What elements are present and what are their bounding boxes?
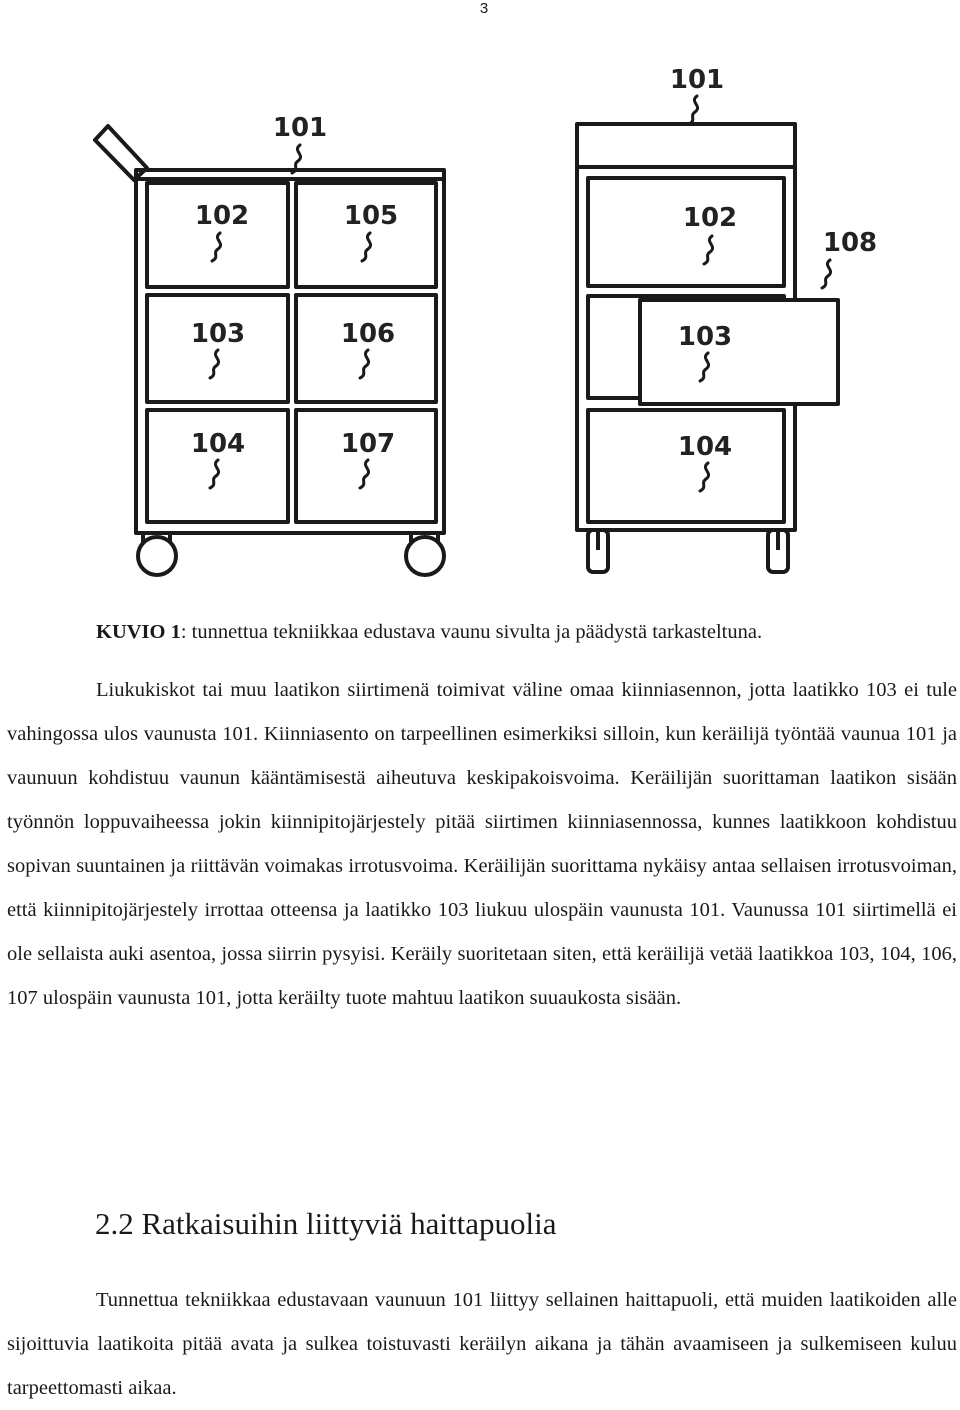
caster-right	[768, 530, 788, 572]
section-heading: 2.2 Ratkaisuihin liittyviä haittapuolia	[95, 1206, 557, 1241]
caption-text: : tunnettua tekniikkaa edustava vaunu sivulta ja päädystä tarkasteltuna.	[180, 621, 763, 643]
wheel-left	[138, 533, 176, 575]
label-102-end: 102	[682, 203, 738, 233]
cart-diagram	[0, 0, 960, 600]
label-104-side: 104	[190, 429, 246, 459]
label-103-side: 103	[190, 319, 246, 349]
page-number: 3	[479, 0, 489, 17]
label-107: 107	[340, 429, 396, 459]
figure-cart-drawings	[0, 0, 960, 600]
label-104-end: 104	[677, 432, 733, 462]
figure-caption	[96, 617, 956, 647]
body-paragraph-2: Tunnettua tekniikkaa edustavaan vaunuun 101 liittyy sellainen haittapuoli, että muiden laatikoiden alle sijoittuvia laatikoita pitää avata ja sulkea toistuvasti keräilyn aikana ja tähän avaamiseen ja sulkemiseen kuluu tarpeettomasti aikaa.	[7, 1289, 957, 1399]
drawer-104-end	[588, 410, 784, 522]
drawer-103-end-pulled	[640, 300, 838, 404]
label-101-side: 101	[272, 113, 328, 143]
drawer-105	[296, 183, 436, 287]
label-108: 108	[822, 228, 878, 258]
caster-left	[588, 530, 608, 572]
label-105: 105	[343, 201, 399, 231]
label-106: 106	[340, 319, 396, 349]
cart-top-box	[577, 124, 795, 167]
label-103-end: 103	[677, 322, 733, 352]
label-102-side: 102	[194, 201, 250, 231]
side-view-cart	[95, 126, 444, 575]
body-paragraph-1: Liukukiskot tai muu laatikon siirtimenä toimivat väline omaa kiinniasennon, jotta laatikko 103 ei tule vahingossa ulos vaunusta 101. Kiinniasento on tarpeellinen esimerkiksi silloin, kun keräilijä työntää vaunua 101 ja vaunuun kohdistuu vaunun kääntämisestä aiheutuva keskipakoisvoima. Keräilijän suorittaman laatikon sisään työnnön loppuvaiheessa jokin kiinnipitojärjestely pitää siirtimen kiinniasennossa, kunnes laatikkoon kohdistuu sopivan suuntainen ja riittävän voimakas irrotusvoima. Keräilijän suorittama nykäisy antaa sellaisen irrotusvoiman, että kiinnipitojärjestely irrottaa otteensa ja laatikko 103 liukuu ulospäin vaunusta 101. Vaunussa 101 siirtimellä ei ole sellaista auki asentoa, jossa siirrin pysyisi. Keräily suoritetaan siten, että keräilijä vetää laatikkoa 103, 104, 106, 107 ulospäin vaunusta 101, jotta keräilty tuote mahtuu laatikon suuaukosta sisään.	[7, 679, 957, 1009]
wheel-right	[406, 533, 444, 575]
caption-label: KUVIO 1	[96, 621, 181, 643]
label-101-end: 101	[669, 65, 725, 95]
